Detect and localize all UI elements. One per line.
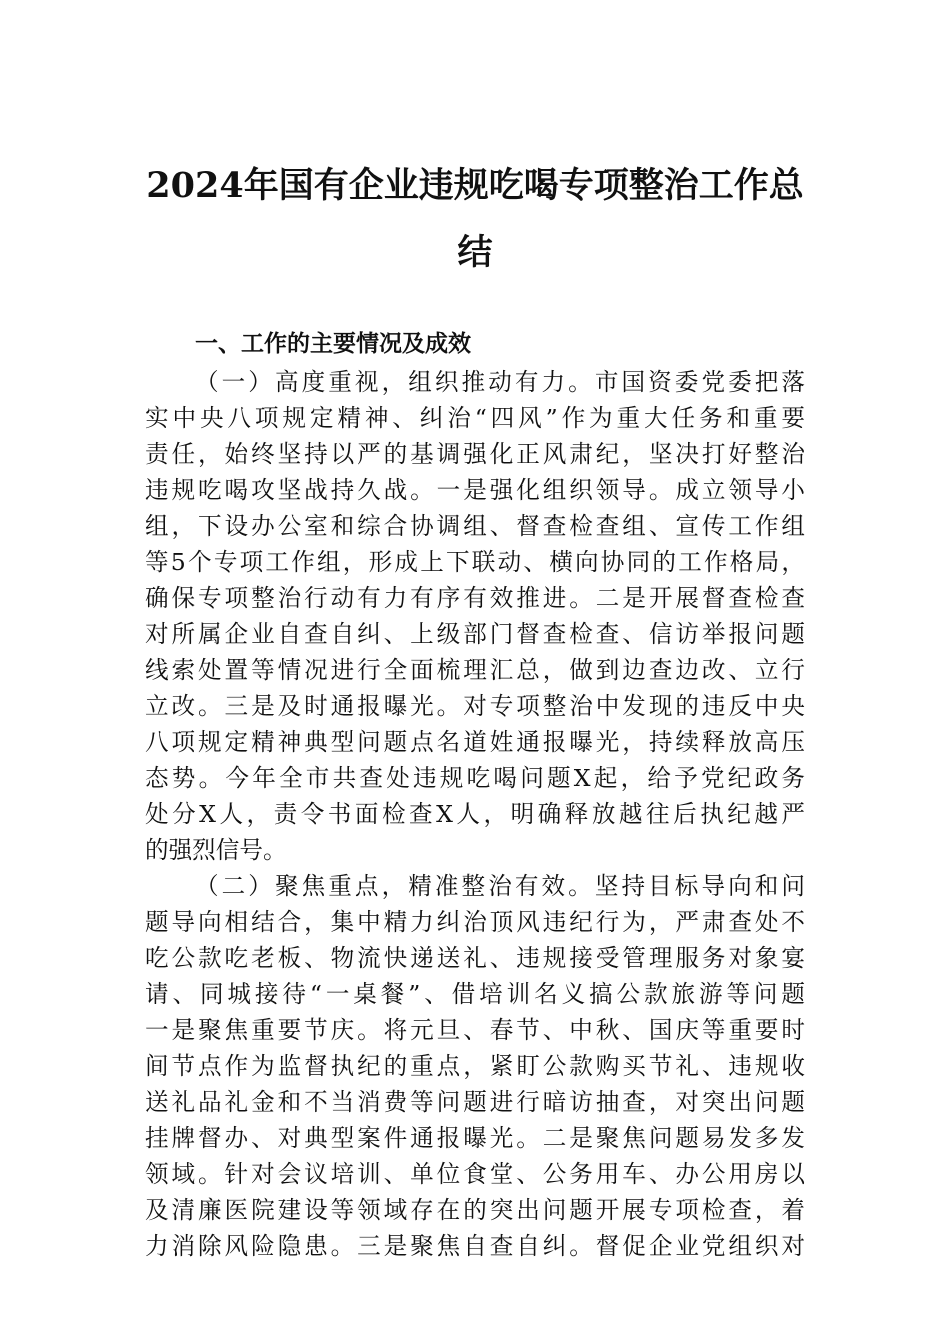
body-line: 领域。针对会议培训、单位食堂、公务用车、办公用房以 (145, 1160, 805, 1188)
body-line: 八项规定精神典型问题点名道姓通报曝光，持续释放高压 (145, 728, 805, 756)
body-line: 间节点作为监督执纪的重点，紧盯公款购买节礼、违规收 (145, 1052, 805, 1080)
body-line: 立改。三是及时通报曝光。对专项整治中发现的违反中央 (145, 692, 805, 720)
body-line: 违规吃喝攻坚战持久战。一是强化组织领导。成立领导小 (145, 476, 805, 504)
document-title-line-2: 结 (457, 232, 493, 273)
body-line: 及清廉医院建设等领域存在的突出问题开展专项检查，着 (145, 1196, 805, 1224)
body-line: 送礼品礼金和不当消费等问题进行暗访抽查，对突出问题 (145, 1088, 805, 1116)
body-line: 等5个专项工作组，形成上下联动、横向协同的工作格局， (145, 548, 805, 576)
body-line: （二）聚焦重点，精准整治有效。坚持目标导向和问 (195, 872, 805, 900)
body-line: 实中央八项规定精神、纠治“四风”作为重大任务和重要 (145, 404, 805, 432)
body-line: 责任，始终坚持以严的基调强化正风肃纪，坚决打好整治 (145, 440, 805, 468)
body-line: 挂牌督办、对典型案件通报曝光。二是聚焦问题易发多发 (145, 1124, 805, 1152)
document-title-line-1: 2024年国有企业违规吃喝专项整治工作总 (146, 165, 804, 206)
body-line: 的强烈信号。 (145, 836, 287, 864)
body-line: 请、同城接待“一桌餐”、借培训名义搞公款旅游等问题 (145, 980, 805, 1008)
body-line: 吃公款吃老板、物流快递送礼、违规接受管理服务对象宴 (145, 944, 805, 972)
body-line: 对所属企业自查自纠、上级部门督查检查、信访举报问题 (145, 620, 805, 648)
body-line: 线索处置等情况进行全面梳理汇总，做到边查边改、立行 (145, 656, 805, 684)
body-line: 组，下设办公室和综合协调组、督查检查组、宣传工作组 (145, 512, 805, 540)
body-line: 一是聚焦重要节庆。将元旦、春节、中秋、国庆等重要时 (145, 1016, 805, 1044)
section-heading-1: 一、工作的主要情况及成效 (195, 331, 471, 357)
body-line: 态势。今年全市共查处违规吃喝问题X起，给予党纪政务 (145, 764, 805, 792)
body-line: 确保专项整治行动有力有序有效推进。二是开展督查检查 (145, 584, 805, 612)
body-line: （一）高度重视，组织推动有力。市国资委党委把落 (195, 368, 805, 396)
body-line: 力消除风险隐患。三是聚焦自查自纠。督促企业党组织对 (145, 1232, 805, 1260)
body-line: 题导向相结合，集中精力纠治顶风违纪行为，严肃查处不 (145, 908, 805, 936)
body-line: 处分X人，责令书面检查X人，明确释放越往后执纪越严 (145, 800, 805, 828)
